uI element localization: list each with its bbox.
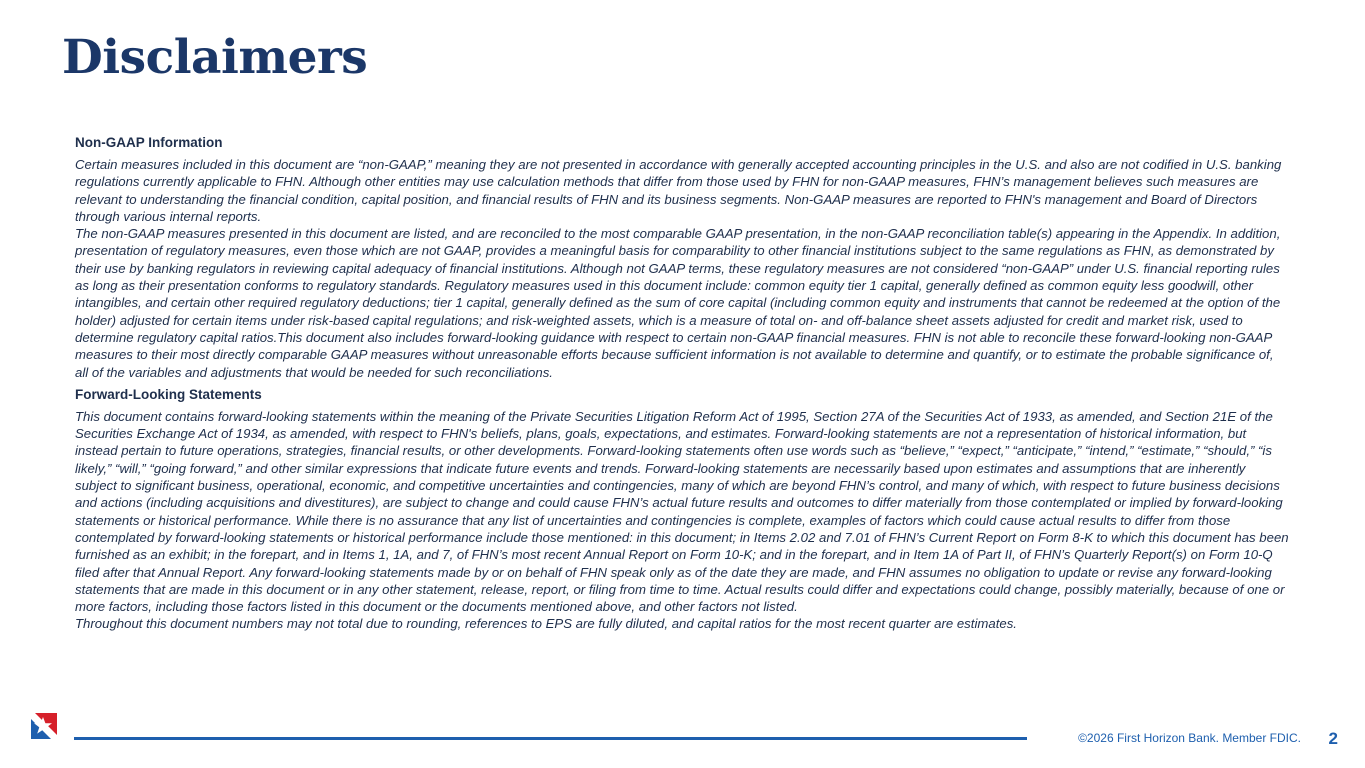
footer-copyright: ©2026 First Horizon Bank. Member FDIC. [1078,731,1301,745]
page-number: 2 [1328,729,1338,748]
forward-looking-paragraph-1: This document contains forward-looking statements within the meaning of the Private Securities Litigation Reform Act of 1995, Section 27A of the Securities Act of 1933, as amended, and Section 21E of the Securities Exchange Act of 1934, as amended, with respect to FHN's beliefs, plans, goals, expectations, and estimates. Forward-looking statements are not a representation of historical information, but instead pertain to future operations, strategies, financial results, or other developments. Forward-looking statements often use words such as “believe,” “expect,” “anticipate,” “intend,” “estimate,” “should,” “is likely,” “will,” “going forward,” and other similar expressions that indicate future events and trends. Forward-looking statements are necessarily based upon estimates and assumptions that are inherently subject to significant business, operational, economic, and competitive uncertainties and contingencies, many of which are beyond FHN’s control, and many of which, with respect to future business decisions and actions (including acquisitions and divestitures), are subject to change and could cause FHN’s actual future results and outcomes to differ materially from those contemplated or implied by forward-looking statements or historical performance. While there is no assurance that any list of uncertainties and contingencies is complete, examples of factors which could cause actual results to differ from those contemplated by forward-looking statements or historical performance include those mentioned: in this document; in Items 2.02 and 7.01 of FHN’s Current Report on Form 8-K to which this document has been furnished as an exhibit; in the forepart, and in Items 1, 1A, and 7, of FHN’s most recent Annual Report on Form 10-K; and in the forepart, and in Item 1A of Part II, of FHN’s Quarterly Report(s) on Form 10-Q filed after that Annual Report. Any forward-looking statements made by or on behalf of FHN speak only as of the date they are made, and FHN assumes no obligation to update or revise any forward-looking statements that are made in this document or in any other statement, release, report, or filing from time to time. Actual results could differ and expectations could change, possibly materially, because of one or more factors, including those factors listed in this document or the documents mentioned above, and other factors not listed. [75,408,1289,615]
footer-divider [74,737,1027,740]
forward-looking-heading: Forward-Looking Statements [75,386,262,402]
first-horizon-logo-icon [31,713,57,739]
non-gaap-paragraph-2: The non-GAAP measures presented in this document are listed, and are reconciled to the most comparable GAAP presentation, in the non-GAAP reconciliation table(s) appearing in the Appendix. In addition, presentation of regulatory measures, even those which are not GAAP, provides a meaningful basis for comparability to other financial institutions subject to the same regulations as FHN, as demonstrated by their use by banking regulators in reviewing capital adequacy of financial institutions. Although not GAAP terms, these regulatory measures are not considered “non-GAAP” under U.S. financial reporting rules as long as their presentation conforms to regulatory standards. Regulatory measures used in this document include: common equity tier 1 capital, generally defined as common equity less goodwill, other intangibles, and certain other required regulatory deductions; tier 1 capital, generally defined as the sum of core capital (including common equity and instruments that cannot be redeemed at the option of the holder) adjusted for certain items under risk-based capital regulations; and risk-weighted assets, which is a measure of total on- and off-balance sheet assets adjusted for credit and market risk, used to determine regulatory capital ratios.This document also includes forward-looking guidance with respect to certain non-GAAP financial measures. FHN is not able to reconcile these forward-looking non-GAAP measures to their most directly comparable GAAP measures without unreasonable efforts because sufficient information is not available to determine and quantify, or to estimate the probable significance of, all of the variables and adjustments that would be needed for such reconciliations. [75,226,1281,380]
non-gaap-paragraph-1: Certain measures included in this document are “non-GAAP,” meaning they are not presented in accordance with generally accepted accounting principles in the U.S. and also are not codified in U.S. banking regulations currently applicable to FHN. Although other entities may use calculation methods that differ from those used by FHN for non-GAAP measures, FHN’s management believes such measures are relevant to understanding the financial condition, capital position, and financial results of FHN and its business segments. Non-GAAP measures are reported to FHN's management and Board of Directors through various internal reports. [75,157,1282,224]
disclaimer-body [75,134,1290,633]
forward-looking-paragraph-2: Throughout this document numbers may not total due to rounding, references to EPS are fully diluted, and capital ratios for the most recent quarter are estimates. [75,616,1017,632]
non-gaap-heading: Non-GAAP Information [75,135,223,150]
page-title: Disclaimers [62,30,368,85]
